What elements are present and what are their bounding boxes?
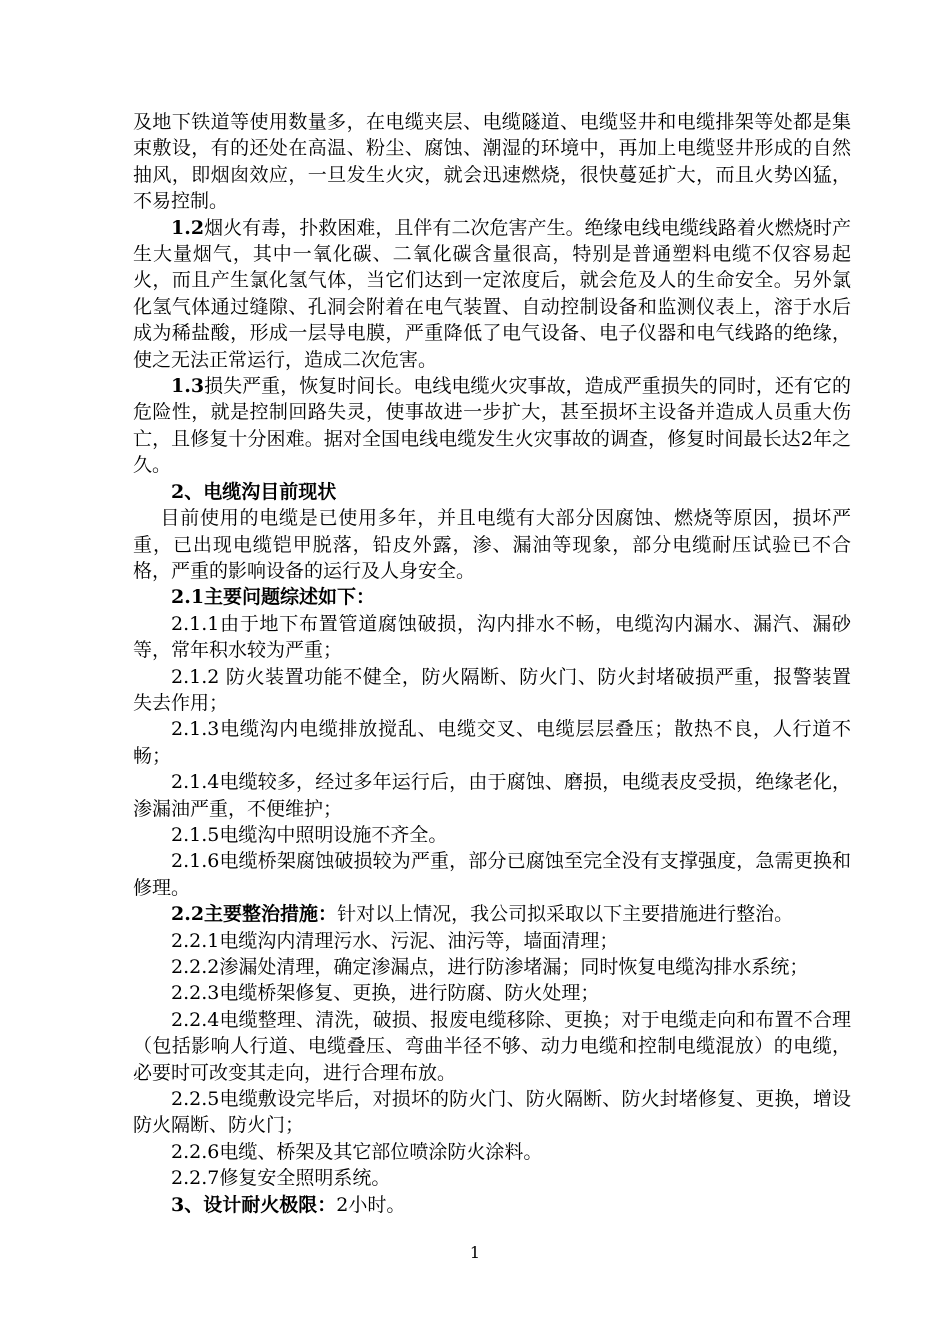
- section-number-1-2: 1.2: [171, 216, 205, 239]
- list-item-problem-2-1-3: 2.1.3电缆沟内电缆排放搅乱、电缆交叉、电缆层层叠压；散热不良，人行道不畅；: [133, 718, 851, 767]
- list-item-problem-2-1-1: 2.1.1由于地下布置管道腐蚀破损，沟内排水不畅，电缆沟内漏水、漏汽、漏砂等，常年积水较为严重；: [133, 612, 851, 662]
- heading-fire-resistance: 3、设计耐火极限：: [171, 1193, 337, 1216]
- list-item-measure-2-2-5: 2.2.5电缆敷设完毕后，对损坏的防火门、防火隔断、防火封堵修复、更换，增设防火隔断、防火门；: [133, 1088, 851, 1137]
- paragraph-toxic-smoke-text: 烟火有毒，扑救困难，且伴有二次危害产生。绝缘电线电缆线路着火燃烧时产生大量烟气，其中一氧化碳、二氧化碳含量很高，特别是普通塑料电缆不仅容易起火，而且产生氯化氢气体，当它们达到一定浓度后，就会危及人的生命安全。另外氯化氢气体通过缝隙、孔洞会附着在电气装置、自动控制设备和监测仪表上，溶于水后成为稀盐酸，形成一层导电膜，严重降低了电气设备、电子仪器和电气线路的绝缘，使之无法正常运行，造成二次危害。: [133, 216, 851, 371]
- list-item-problem-2-1-6: 2.1.6电缆桥架腐蚀破损较为严重，部分已腐蚀至完全没有支撑强度，急需更换和修理。: [133, 850, 851, 899]
- document-body: [133, 109, 851, 1218]
- list-item-measure-2-2-6: 2.2.6电缆、桥架及其它部位喷涂防火涂料。: [171, 1140, 543, 1163]
- fire-resistance-value: 2小时。: [336, 1193, 406, 1216]
- list-item-measure-2-2-7: 2.2.7修复安全照明系统。: [171, 1167, 391, 1190]
- list-item-problem-2-1-4: 2.1.4电缆较多，经过多年运行后，由于腐蚀、磨损，电缆表皮受损，绝缘老化，渗漏油严重，不便维护；: [133, 771, 851, 820]
- page-number: 1: [469, 1243, 481, 1262]
- heading-current-status: 2、电缆沟目前现状: [171, 480, 337, 503]
- paragraph-fire-spread: 及地下铁道等使用数量多，在电缆夹层、电缆隧道、电缆竖井和电缆排架等处都是集束敷设，有的还处在高温、粉尘、腐蚀、潮湿的环境中，再加上电缆竖井形成的自然抽风，即烟囱效应，一旦发生火灾，就会迅速燃烧，很快蔓延扩大，而且火势凶猛，不易控制。: [133, 111, 851, 213]
- list-item-measure-2-2-3: 2.2.3电缆桥架修复、更换，进行防腐、防火处理；: [171, 982, 600, 1005]
- paragraph-current-status: 目前使用的电缆是已使用多年，并且电缆有大部分因腐蚀、燃烧等原因，损坏严重，已出现电缆铠甲脱落，铅皮外露，渗、漏油等现象，部分电缆耐压试验已不合格，严重的影响设备的运行及人身安全。: [133, 507, 851, 582]
- list-item-measure-2-2-1: 2.2.1电缆沟内清理污水、污泥、油污等，墙面清理；: [171, 929, 619, 952]
- paragraph-severe-loss-text: 损失严重，恢复时间长。电线电缆火灾事故，造成严重损失的同时，还有它的危险性，就是控制回路失灵，使事故进一步扩大，甚至损坏主设备并造成人员重大伤亡，且修复十分困难。据对全国电线电缆发生火灾事故的调查，修复时间最长达2年之久。: [133, 375, 851, 477]
- paragraph-toxic-smoke: [133, 215, 851, 373]
- list-item-measure-2-2-2: 2.2.2渗漏处清理，确定渗漏点，进行防渗堵漏；同时恢复电缆沟排水系统；: [171, 956, 809, 978]
- section-number-1-3: 1.3: [171, 375, 205, 398]
- paragraph-severe-loss: [133, 373, 851, 479]
- paragraph-main-measures: [133, 901, 851, 927]
- list-item-problem-2-1-2: 2.1.2 防火装置功能不健全，防火隔断、防火门、防火封堵破损严重，报警装置失去作用；: [133, 665, 851, 714]
- list-item-problem-2-1-5: 2.1.5电缆沟中照明设施不齐全。: [171, 823, 448, 846]
- heading-main-problems: 2.1主要问题综述如下：: [171, 586, 376, 609]
- paragraph-fire-resistance: [133, 1192, 851, 1218]
- heading-main-measures: 2.2主要整治措施：: [171, 903, 338, 926]
- paragraph-main-measures-text: 针对以上情况，我公司拟采取以下主要措施进行整治。: [337, 903, 794, 926]
- list-item-measure-2-2-4: 2.2.4电缆整理、清洗，破损、报废电缆移除、更换；对于电缆走向和布置不合理（包括影响人行道、电缆叠压、弯曲半径不够、动力电缆和控制电缆混放）的电缆，必要时可改变其走向，进行合理布放。: [133, 1008, 851, 1084]
